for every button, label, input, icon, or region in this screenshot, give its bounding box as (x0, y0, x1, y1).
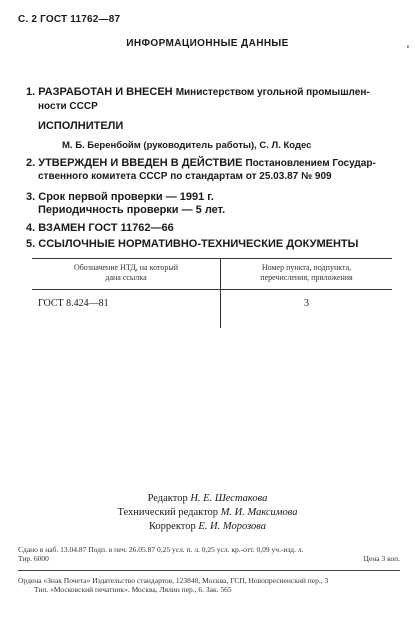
table-header-item-line1: Номер пункта, подпункта, (261, 263, 352, 272)
reference-documents-table (32, 258, 392, 328)
section-1-heading: РАЗРАБОТАН И ВНЕСЕН (38, 86, 173, 98)
imprint-line-1: Сдано в наб. 13.04.87 Подп. в печ. 26.05.87 0,25 усл. п. л. 0,25 усл. кр.-отт. 0,09 уч.-изд. л. (18, 545, 304, 554)
section-3-number-visible: 3. (26, 191, 36, 203)
section-3-heading: Срок первой проверки — 1991 г. (38, 191, 214, 203)
section-2-continuation: ственного комитета СССР по стандартам от 25.03.87 № 909 (38, 171, 332, 182)
section-4-number: 4. (26, 222, 36, 234)
corner-mark: ' (406, 44, 409, 54)
table-header-doc-line1: Обозначение НТД, на который (73, 263, 179, 272)
table-cell-item: 3 (304, 298, 309, 309)
imprint-divider (18, 570, 400, 571)
section-2-heading: УТВЕРЖДЕН И ВВЕДЕН В ДЕЙСТВИЕ (38, 157, 243, 169)
editor-line (0, 492, 415, 506)
corrector-label: Корректор (148, 521, 196, 532)
section-3-continuation: Периодичность проверки — 5 лет. (38, 204, 226, 216)
section-3 (26, 191, 214, 204)
executors-heading-wrap (38, 120, 123, 133)
section-5-number: 5. (26, 238, 36, 250)
executors-heading: ИСПОЛНИТЕЛИ (38, 120, 124, 132)
imprint-publisher (18, 576, 410, 594)
editor-label: Редактор (147, 493, 188, 504)
table-header-doc-line2: дана ссылка (105, 273, 147, 282)
section-2-number: 2. (26, 157, 36, 169)
imprint-line-3: Ордена «Знак Почета» Издательство стандартов, 123840, Москва, ГСП, Новопресненский пер., 3 (18, 576, 329, 585)
corrector-line (0, 520, 415, 534)
table-header-item-line2: перечисления, приложения (260, 273, 353, 282)
tech-editor-name: М. И. Максимова (220, 507, 298, 518)
table-row (32, 290, 392, 329)
imprint-line-4: Тип. «Московский печатник». Москва, Лялин пер., 6. Зак. 565 (34, 585, 232, 594)
executors-names: М. Б. Беренбойм (руководитель работы), С. Л. Кодес (62, 140, 312, 151)
section-1-number: 1. (26, 86, 36, 98)
tech-editor-label: Технический редактор (117, 507, 219, 518)
section-2-text: Постановлением Государ- (245, 158, 376, 169)
tech-editor-line (0, 506, 415, 520)
section-2 (26, 157, 408, 170)
table-header-doc (32, 259, 221, 290)
section-1 (26, 86, 408, 99)
section-1-continuation: ности СССР (38, 101, 98, 112)
section-5-heading: ССЫЛОЧНЫЕ НОРМАТИВНО-ТЕХНИЧЕСКИЕ ДОКУМЕНТЫ (38, 238, 359, 250)
imprint-line-2 (18, 554, 410, 563)
table-header-row (32, 259, 392, 290)
imprint-print-data (18, 545, 410, 563)
page-title: ИНФОРМАЦИОННЫЕ ДАННЫЕ (126, 38, 289, 49)
imprint-price: Цена 3 коп. (363, 554, 400, 563)
table-header-item (221, 259, 393, 290)
section-5 (26, 238, 358, 251)
corrector-name: Е. И. Морозова (198, 521, 267, 532)
imprint-circulation: Тир. 6000 (18, 554, 49, 563)
editor-name: Н. Е. Шестакова (190, 493, 268, 504)
table-cell-doc: ГОСТ 8.424—81 (32, 290, 221, 329)
editors-block (0, 492, 415, 534)
section-4-heading: ВЗАМЕН ГОСТ 11762—66 (38, 222, 174, 234)
section-1-text: Министерством угольной промышлен- (175, 87, 370, 98)
section-4 (26, 222, 174, 235)
page-header-code: С. 2 ГОСТ 11762—87 (18, 14, 121, 25)
